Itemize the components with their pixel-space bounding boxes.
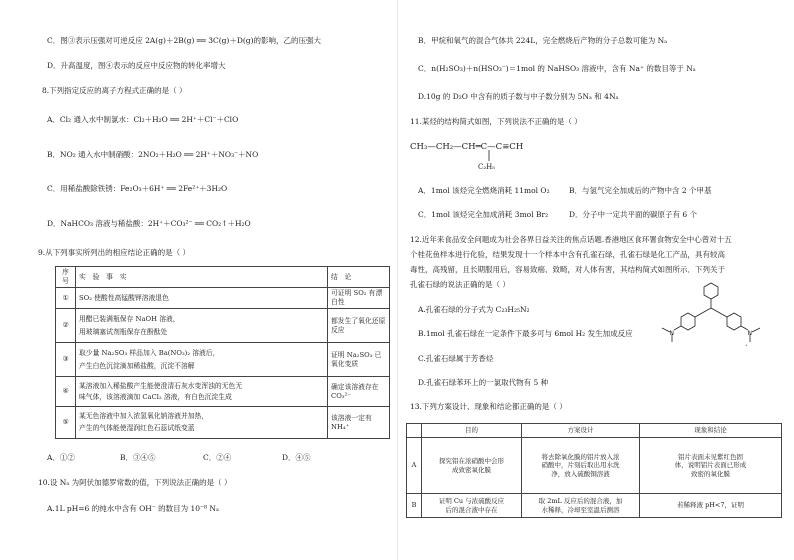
q8-option-b: B．NO₂ 通入水中制硝酸：2NO₂＋H₂O ══ 2H⁺＋NO₃⁻＋NO (47, 150, 259, 159)
q13-plan-line: 水稀释，冷却至室温后测溶 (541, 505, 620, 514)
q13-aim-line: 成致密氧化膜 (452, 465, 491, 474)
q9-row-conclusion: 该溶液一定有 NH₄⁺ (328, 407, 390, 439)
q13-aim-line: 后的混合液中存在 (445, 505, 498, 514)
q13-result-line: 致密的氧化膜 (691, 469, 730, 478)
q10-option-d: D.10g 的 D₂O 中含有的质子数与中子数分别为 5Nₐ 和 4Nₐ (418, 92, 619, 101)
q8-stem: 8.下列指定反应的离子方程式正确的是（ ） (42, 86, 187, 95)
q13-plan-line: 将去除氧化膜的铝片放入浓 (541, 452, 620, 461)
q9-stem: 9.从下列事实所列出的相应结论正确的是（ ） (38, 248, 191, 257)
q9-row-no: ④ (56, 377, 76, 407)
q10-stem: 10.设 Nₐ 为阿伏加德罗常数的值，下列说法正确的是（ ） (38, 478, 232, 487)
q11-substituent: C₂H₅ (478, 163, 496, 171)
q9-option-c: C．②④ (203, 453, 232, 462)
q8-option-c: C．用稀盐酸除铁锈：Fe₂O₃＋6H⁺ ══ 2Fe²⁺＋3H₂O (47, 184, 228, 193)
svg-text:⁺: ⁺ (745, 344, 748, 350)
q13-result-line: 体，说明铝片表面已形成 (674, 461, 747, 470)
q13-row-result (640, 494, 782, 518)
q11-stem: 11.某烃的结构简式如图，下列说法不正确的是（ ） (410, 117, 582, 126)
q11-structural-formula: CH₃—CH₂—CH═C—C≡CH (410, 142, 524, 152)
q9-row-fact (76, 377, 328, 407)
q13-row-plan (522, 494, 640, 518)
q9-header-fact: 实 验 事 实 (76, 267, 328, 288)
q11-option-c: C．1mol 该烃完全加成消耗 3mol Br₂ (418, 210, 549, 219)
table-row (56, 377, 390, 407)
q11-option-a: A．1mol 该烃完全燃烧消耗 11mol O₂ (418, 186, 550, 195)
q10-option-c: C．n(H₂SO₃)＋n(HSO₃⁻)＝1mol 的 NaHSO₃ 溶液中，含有 Na⁺ 的数目等于 Nₐ (418, 64, 696, 73)
q7-option-d: D．升高温度，图④表示的反应中反应物的转化率增大 (47, 61, 226, 70)
q9-fact-line: 某溶液加入稀盐酸产生能使澄清石灰水变浑浊的无色无 (79, 381, 243, 390)
q9-fact-line: SO₂ 使酸性高锰酸钾溶液退色 (79, 293, 169, 302)
q9-fact-line: 用玻璃塞试剂瓶保存在酚酞处 (79, 327, 168, 336)
q8-option-d: D．NaHCO₃ 溶液与稀盐酸：2H⁺＋CO₃²⁻ ══ CO₂↑＋H₂O (47, 219, 251, 228)
q13-aim-line: 探究铝在浓硝酸中会形 (439, 457, 504, 465)
q13-header-plan: 方案设计 (522, 424, 640, 438)
q9-fact-line: 某无色溶液中加入浓氢氧化钠溶液并加热， (79, 412, 209, 420)
q11-branch-bond (486, 150, 492, 162)
q13-table (406, 423, 782, 518)
malachite-green-structure-diagram (650, 276, 772, 360)
q13-plan-line: 净，放入硫酸铜溶液 (551, 469, 610, 478)
q9-option-d: D．④⑤ (282, 453, 311, 462)
q9-fact-line: 取少量 Na₂SO₃ 样品加入 Ba(NO₃)₂ 溶液后， (79, 348, 220, 357)
q13-table-header (407, 424, 782, 438)
q9-header-conclusion: 结 论 (328, 267, 390, 288)
q9-row-conclusion: 确定该溶液存在 CO₃²⁻ (328, 377, 390, 407)
q13-header-result: 现象和结论 (640, 424, 782, 438)
q13-stem: 13.下列方案设计、现象和结论都正确的是（ ） (410, 402, 567, 411)
svg-text:N: N (669, 330, 674, 337)
table-row (56, 288, 390, 309)
table-row (56, 407, 390, 439)
q9-fact-line: 产生的气体能使湿润红色石蕊试纸变蓝 (79, 424, 195, 432)
q11-option-d: D．分子中一定共平面的碳原子有 6 个 (569, 210, 698, 219)
q13-row-aim (422, 438, 522, 494)
q9-row-no: ③ (56, 343, 76, 377)
q11-option-b: B．与氢气完全加成后的产物中含 2 个甲基 (569, 186, 712, 195)
table-row (56, 309, 390, 343)
q9-row-fact (76, 309, 328, 343)
q9-table (55, 266, 390, 439)
q12-stem-line-4: 孔雀石绿的说法正确的是（ ） (410, 280, 510, 289)
q12-stem-line-2: 个桂花鱼样本进行化验，结果发现十一个样本中含有孔雀石绿，孔雀石绿是化工产品，具有较高 (410, 250, 725, 259)
table-row (407, 494, 782, 518)
q10-option-b: B．甲烷和氧气的混合气体共 224L，完全燃烧后产物的分子总数可能为 Nₐ (418, 36, 668, 45)
q12-option-c: C.孔雀石绿属于芳香烃 (418, 354, 494, 363)
q12-stem-line-3: 毒性，高残留，且长期服用后，容易致癌、致畸，对人体有害，其结构简式如图所示．下列关于 (410, 265, 725, 274)
q13-row-aim (422, 494, 522, 518)
q13-result-line: 若稀释液 pH<7，证明 (677, 501, 744, 510)
q12-option-b: B.1mol 孔雀石绿在一定条件下最多可与 6mol H₂ 发生加成反应 (418, 329, 633, 338)
q12-stem-line-1: 12.近年来食品安全问题成为社会各界日益关注的焦点话题.香港地区食环署食物安全中心曾对十五 (410, 235, 732, 244)
q9-row-no: ⑤ (56, 407, 76, 439)
q9-header-no: 序号 (56, 267, 76, 288)
q13-row-label: B (407, 494, 422, 518)
table-row (56, 343, 390, 377)
q7-option-c: C．图③表示压强对可逆反应 2A(g)＋2B(g) ══ 3C(g)＋D(g)的影响，乙的压强大 (47, 36, 322, 45)
q12-option-d: D.孔雀石绿苯环上的一氯取代物有 5 种 (418, 378, 549, 387)
q13-header-empty (407, 424, 422, 438)
q13-row-plan (522, 438, 640, 494)
svg-text:N: N (747, 330, 752, 337)
table-row (407, 438, 782, 494)
q9-row-conclusion: 都发生了氧化还原反应 (328, 309, 390, 343)
q9-table-header (56, 267, 390, 288)
q9-row-no: ② (56, 309, 76, 343)
q9-fact-line: 用醋已装满瓶保存 NaOH 溶液， (79, 314, 180, 323)
q9-row-fact (76, 407, 328, 439)
q13-plan-line: 硝酸中，片刻后取出用水洗 (541, 461, 620, 470)
q13-row-label: A (407, 438, 422, 494)
q13-header-aim: 目的 (422, 424, 522, 438)
q10-option-a: A.1L pH=6 的纯水中含有 OH⁻ 的数目为 10⁻⁸ Nₐ (47, 504, 219, 513)
q12-option-a: A.孔雀石绿的分子式为 C₂₃H₂₅N₂ (418, 305, 530, 314)
q8-option-a: A．Cl₂ 通入水中制氯水：Cl₂＋H₂O ══ 2H⁺＋Cl⁻＋ClO (47, 115, 239, 124)
q13-result-line: 铝片表面未见紫红色固 (678, 452, 743, 461)
q9-row-conclusion: 证明 Na₂SO₃ 已氧化变质 (328, 343, 390, 377)
q9-fact-line: 产生白色沉淀滴加稀盐酸，沉淀不溶解 (79, 361, 195, 370)
q9-row-conclusion: 可证明 SO₂ 有漂白性 (328, 288, 390, 309)
q9-row-fact (76, 343, 328, 377)
q13-aim-line: 证明 Cu 与浓硫酸反应 (438, 497, 505, 505)
q9-row-fact (76, 288, 328, 309)
q9-fact-line: 味气体，该溶液滴加 CaCl₂ 溶液，有白色沉淀生成 (79, 392, 232, 401)
column-divider (397, 0, 398, 560)
q9-row-no: ① (56, 288, 76, 309)
q9-option-b: B．③④⑤ (120, 453, 156, 462)
q13-row-result (640, 438, 782, 494)
q9-option-a: A．①② (47, 453, 75, 462)
q13-plan-line: 取 2mL 反应后的混合液，加 (538, 497, 623, 505)
